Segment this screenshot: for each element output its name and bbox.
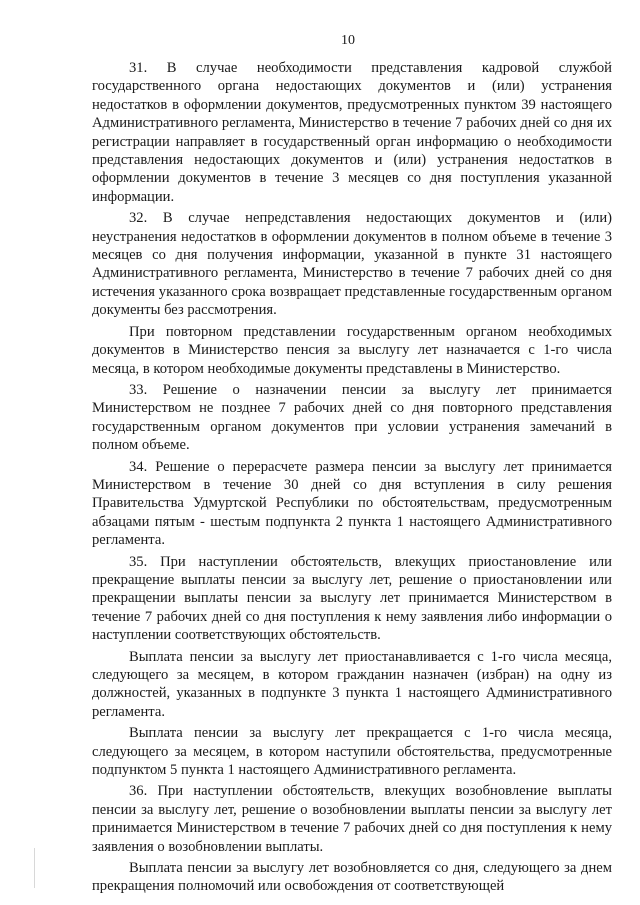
page-number: 10 xyxy=(341,33,355,48)
paragraph-termination: Выплата пенсии за выслугу лет прекращается с 1-го числа месяца, следующего за месяцем, в котором наступили обстоятельства, предусмотренные подпунктом 5 пункта 1 настоящего Административного регламента. xyxy=(92,725,612,779)
paragraph-resumption: Выплата пенсии за выслугу лет возобновляется со дня, следующего за днем прекращения полномочий или освобождения от соответствующей xyxy=(92,860,612,895)
paragraph-32: 32. В случае непредставления недостающих документов и (или) неустранения недостатков в оформлении документов в полном объеме в течение 3 месяцев со дня получения информации, указанной в пункте 31 настоящего Административного регламента, Министерство в течение 7 рабочих дней со дня истечения указанного срока возвращает представленные государственным органом документы без рассмотрения. xyxy=(92,210,612,319)
paragraph-repeat-submission: При повторном представлении государственным органом необходимых документов в Министерство пенсия за выслугу лет назначается с 1-го числа месяца, в котором необходимые документы представлены в Министерство. xyxy=(92,323,612,377)
paragraph-31: 31. В случае необходимости представления кадровой службой государственного органа недостающих документов и (или) устранения недостатков в оформлении документов, предусмотренных пунктом 39 настоящего Административного регламента, Министерство в течение 7 рабочих дней со дня их регистрации направляет в государственный орган информацию о необходимости представления недостающих документов и (или) устранения недостатков в оформлении документов в течение 3 месяцев со дня поступления указанной информации. xyxy=(92,60,612,205)
paragraph-36: 36. При наступлении обстоятельств, влекущих возобновление выплаты пенсии за выслугу лет, решение о возобновлении выплаты пенсии за выслугу лет принимается Министерством в течение 7 рабочих дней со дня поступления к нему заявления о возобновлении выплаты. xyxy=(92,783,612,855)
scan-edge-mark xyxy=(34,848,35,888)
paragraph-suspension: Выплата пенсии за выслугу лет приостанавливается с 1-го числа месяца, следующего за месяцем, в котором гражданин назначен (избран) на одну из должностей, указанных в подпункте 3 пункта 1 настоящего Административного регламента. xyxy=(92,648,612,720)
paragraph-34: 34. Решение о перерасчете размера пенсии за выслугу лет принимается Министерством в течение 30 дней со дня вступления в силу решения Правительства Удмуртской Республики по обстоятельствам, предусмотренным абзацами пятым - шестым подпункта 2 пункта 1 настоящего Административного регламента. xyxy=(92,458,612,549)
paragraph-33: 33. Решение о назначении пенсии за выслугу лет принимается Министерством не позднее 7 рабочих дней со дня повторного представления государственным органом документов при условии устранения замечаний в полном объеме. xyxy=(92,381,612,454)
paragraph-35: 35. При наступлении обстоятельств, влекущих приостановление или прекращение выплаты пенсии за выслугу лет, решение о приостановлении или прекращении выплаты пенсии за выслугу лет принимается Министерством в течение 7 рабочих дней со дня поступления к нему заявления либо информации о наступлении соответствующих обстоятельств. xyxy=(92,553,612,644)
document-body xyxy=(92,59,612,896)
